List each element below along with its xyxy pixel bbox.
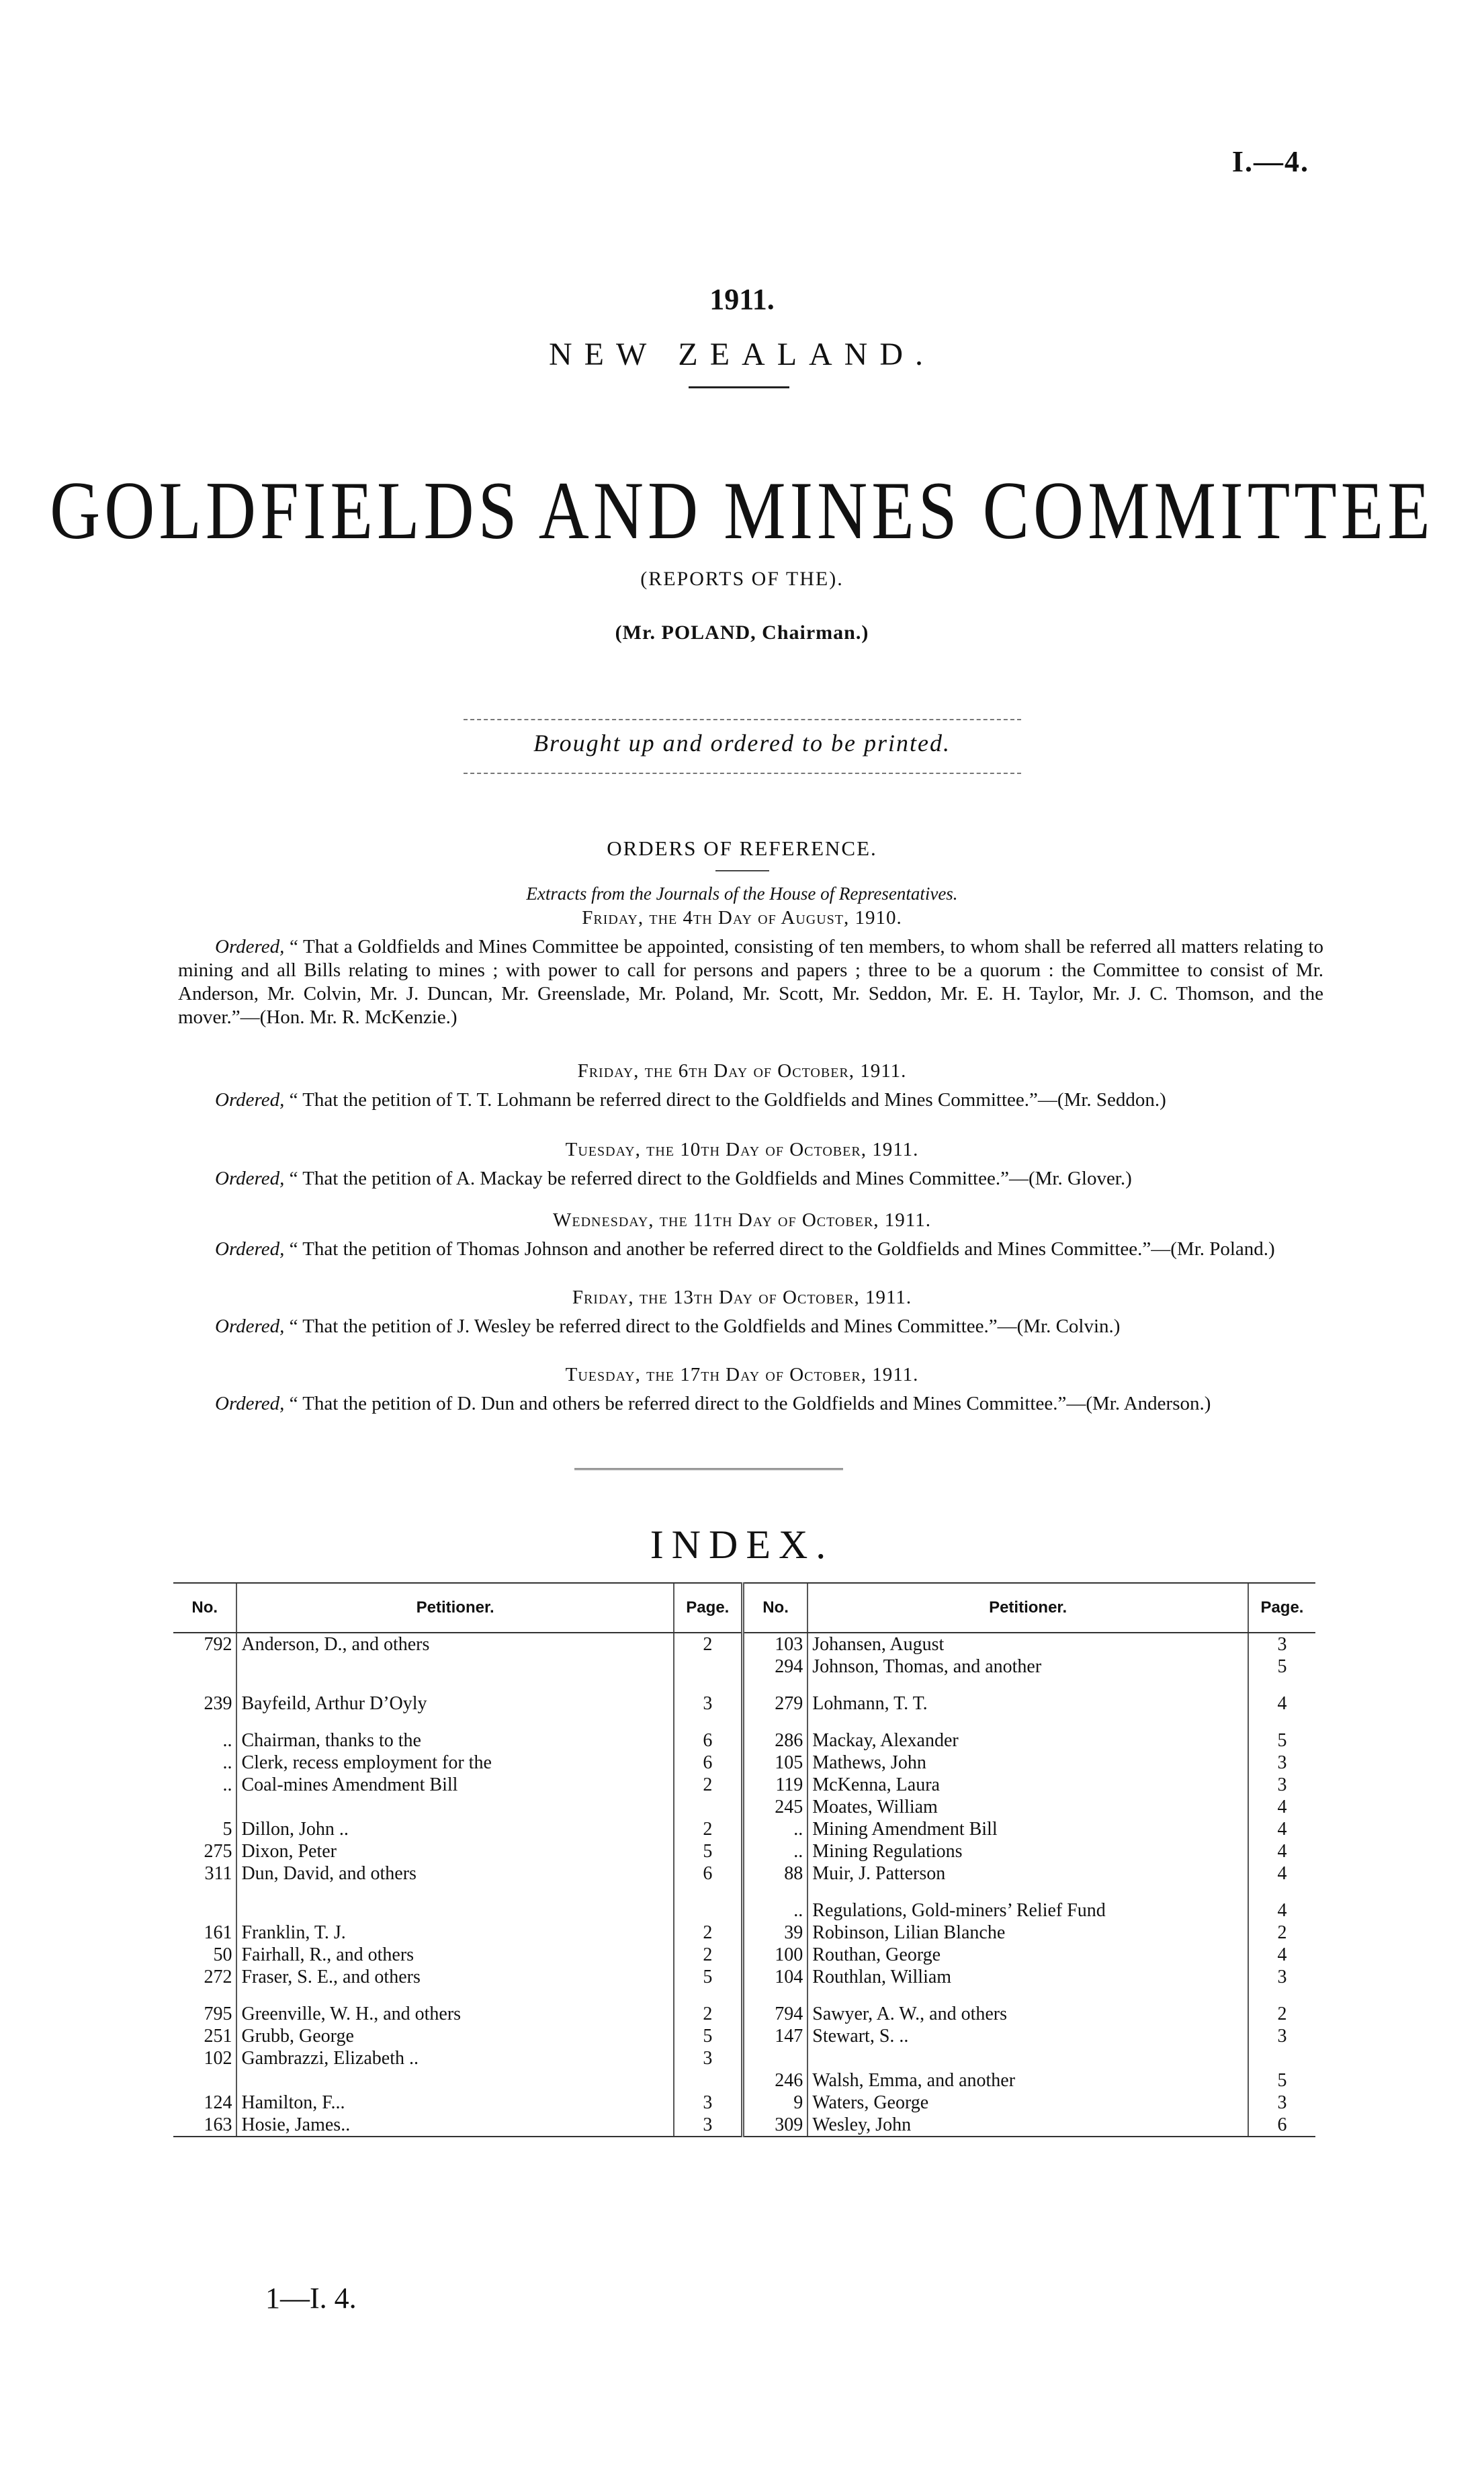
- page-number: 5: [674, 2025, 743, 2047]
- ordered-label: Ordered,: [215, 1316, 285, 1337]
- spacer-cell: [1248, 1678, 1315, 1692]
- spacer-cell: [808, 1715, 1248, 1729]
- petitioner-name: Franklin, T. J.: [236, 1922, 673, 1944]
- page-number: [674, 1899, 743, 1922]
- entry-number: ..: [222, 1730, 232, 1751]
- entry-number: ..: [742, 1818, 808, 1840]
- index-header-row: [173, 1583, 1315, 1633]
- petitioner-name: Routhan, George: [808, 1944, 1248, 1966]
- spacer-row: [173, 1988, 1315, 2003]
- petitioner-name: Routhlan, William: [808, 1966, 1248, 1988]
- entry-number: 9: [742, 2092, 808, 2114]
- petitioner-name: Grubb, George: [236, 2025, 673, 2047]
- order-text: [178, 935, 1323, 1029]
- spacer-cell: [236, 1715, 673, 1729]
- entry-number: 792: [204, 1634, 232, 1655]
- entry-number: 246: [742, 2069, 808, 2092]
- ordered-label: Ordered,: [215, 1238, 285, 1260]
- page-number: [1248, 2047, 1315, 2069]
- petitioner-name: Hosie, James..: [236, 2114, 673, 2137]
- page-number: 2: [1248, 2003, 1315, 2025]
- page-number: 5: [674, 1840, 743, 1862]
- divider: [574, 1468, 843, 1470]
- entry-number: 147: [742, 2025, 808, 2047]
- spacer-cell: [674, 1715, 743, 1729]
- page-number: 3: [674, 2047, 743, 2069]
- table-row: [173, 2025, 1315, 2047]
- divider: [689, 386, 789, 388]
- order-text: [178, 1238, 1323, 1261]
- table-row: [173, 1633, 1315, 1656]
- orders-heading: ORDERS OF REFERENCE.: [607, 836, 877, 860]
- page-number: 3: [1248, 1774, 1315, 1796]
- page-number: 3: [1248, 1752, 1315, 1774]
- divider: [464, 773, 1021, 774]
- spacer-row: [173, 1715, 1315, 1729]
- order-body: “ That the petition of J. Wesley be referred direct to the Goldfields and Mines Committee.”—(Mr. Colvin.): [289, 1316, 1121, 1337]
- col-header-no: No.: [173, 1583, 236, 1633]
- page-number: 4: [1248, 1944, 1315, 1966]
- spacer-cell: [742, 1885, 808, 1899]
- entry-number: [173, 1656, 236, 1678]
- spacer-cell: [674, 1988, 743, 2003]
- page-number: 6: [1248, 2114, 1315, 2137]
- page-number: 4: [1248, 1862, 1315, 1885]
- col-header-no: No.: [742, 1583, 808, 1633]
- petitioner-name: Gambrazzi, Elizabeth ..: [236, 2047, 673, 2069]
- ordered-label: Ordered,: [215, 936, 285, 957]
- order-date: Wednesday, the 11th Day of October, 1911.: [553, 1209, 931, 1231]
- petitioner-name: Regulations, Gold-miners’ Relief Fund: [808, 1899, 1248, 1922]
- petitioner-name: Moates, William: [808, 1796, 1248, 1818]
- petitioner-name: Robinson, Lilian Blanche: [808, 1922, 1248, 1944]
- spacer-cell: [808, 1885, 1248, 1899]
- table-row: [173, 1656, 1315, 1678]
- entry-number: 104: [742, 1966, 808, 1988]
- ordered-label: Ordered,: [215, 1089, 285, 1111]
- petitioner-name: Mining Regulations: [808, 1840, 1248, 1862]
- petitioner-name: [236, 1899, 673, 1922]
- entry-number: [173, 1899, 236, 1922]
- petitioner-name: Johansen, August: [808, 1633, 1248, 1656]
- petitioner-name: Hamilton, F...: [236, 2092, 673, 2114]
- petitioner-name: Waters, George: [808, 2092, 1248, 2114]
- entry-number: 100: [742, 1944, 808, 1966]
- petitioner-name: Fraser, S. E., and others: [236, 1966, 673, 1988]
- page-number: 3: [1248, 2025, 1315, 2047]
- entry-number: [173, 2069, 236, 2092]
- entry-number: 272: [204, 1967, 232, 1987]
- ordered-label: Ordered,: [215, 1393, 285, 1414]
- table-row: [173, 2114, 1315, 2137]
- order-body: “ That the petition of Thomas Johnson and another be referred direct to the Goldfields and Mines Committee.”—(Mr. Poland.): [289, 1238, 1275, 1260]
- entry-number: 245: [742, 1796, 808, 1818]
- table-row: [173, 1966, 1315, 1988]
- page-number: 3: [674, 2114, 743, 2137]
- page-number: 5: [674, 1966, 743, 1988]
- spacer-cell: [1248, 1885, 1315, 1899]
- entry-number: 5: [222, 1819, 232, 1840]
- order-body: “ That the petition of A. Mackay be referred direct to the Goldfields and Mines Committee.”—(Mr. Glover.): [289, 1168, 1132, 1189]
- page-number: 3: [674, 2092, 743, 2114]
- petitioner-name: Anderson, D., and others: [236, 1633, 673, 1656]
- page-number: 2: [674, 2003, 743, 2025]
- country-heading: NEW ZEALAND.: [548, 337, 936, 372]
- entry-number: 275: [204, 1841, 232, 1862]
- index-title: INDEX.: [650, 1522, 834, 1567]
- extracts-line: Extracts from the Journals of the House of Representatives.: [526, 884, 958, 904]
- entry-number: 124: [204, 2092, 232, 2113]
- entry-number: 161: [204, 1922, 232, 1943]
- entry-number: 103: [742, 1633, 808, 1656]
- entry-number: 286: [742, 1729, 808, 1752]
- table-row: [173, 1752, 1315, 1774]
- page-number: 2: [674, 1944, 743, 1966]
- page-number: 4: [1248, 1840, 1315, 1862]
- entry-number: 102: [204, 2048, 232, 2069]
- petitioner-name: Stewart, S. ..: [808, 2025, 1248, 2047]
- spacer-cell: [742, 1988, 808, 2003]
- petitioner-name: Chairman, thanks to the: [236, 1729, 673, 1752]
- page-number: 3: [674, 1692, 743, 1715]
- brought-up-line: Brought up and ordered to be printed.: [533, 730, 951, 757]
- spacer-cell: [236, 1678, 673, 1692]
- page-number: 6: [674, 1729, 743, 1752]
- petitioner-name: [236, 1796, 673, 1818]
- col-header-petitioner: Petitioner.: [236, 1583, 673, 1633]
- entry-number: 88: [742, 1862, 808, 1885]
- index-body: [173, 1633, 1315, 2137]
- page-number: 2: [674, 1818, 743, 1840]
- page-number: [674, 1656, 743, 1678]
- col-header-page: Page.: [1248, 1583, 1315, 1633]
- spacer-cell: [808, 1678, 1248, 1692]
- page-number: 6: [674, 1752, 743, 1774]
- petitioner-name: Muir, J. Patterson: [808, 1862, 1248, 1885]
- entry-number: 795: [204, 2004, 232, 2024]
- order-date: Friday, the 13th Day of October, 1911.: [572, 1287, 912, 1308]
- spacer-cell: [1248, 1715, 1315, 1729]
- entry-number: 105: [742, 1752, 808, 1774]
- petitioner-name: Greenville, W. H., and others: [236, 2003, 673, 2025]
- petitioner-name: Bayfeild, Arthur D’Oyly: [236, 1692, 673, 1715]
- spacer-cell: [674, 1885, 743, 1899]
- petitioner-name: Mackay, Alexander: [808, 1729, 1248, 1752]
- entry-number: ..: [742, 1899, 808, 1922]
- table-row: [173, 2069, 1315, 2092]
- divider: [464, 719, 1021, 720]
- footer-reference: 1—I. 4.: [265, 2282, 357, 2315]
- order-text: [178, 1315, 1323, 1338]
- page-number: 2: [674, 1774, 743, 1796]
- entry-number: 251: [204, 2026, 232, 2047]
- page-number: 2: [1248, 1922, 1315, 1944]
- entry-number: 39: [742, 1922, 808, 1944]
- entry-number: 309: [742, 2114, 808, 2137]
- table-row: [173, 1818, 1315, 1840]
- order-date: Tuesday, the 17th Day of October, 1911.: [565, 1364, 919, 1385]
- divider: [715, 870, 769, 871]
- ordered-label: Ordered,: [215, 1168, 285, 1189]
- page-number: 3: [1248, 1966, 1315, 1988]
- petitioner-name: Fairhall, R., and others: [236, 1944, 673, 1966]
- spacer-cell: [1248, 1988, 1315, 2003]
- spacer-cell: [742, 1715, 808, 1729]
- table-row: [173, 1774, 1315, 1796]
- order-body: “ That a Goldfields and Mines Committee be appointed, consisting of ten members, to whom shall be referred all matters relating to mining and all Bills relating to mines ; with power to call for persons and papers ; three to be a quorum : the Committee to consist of Mr. Anderson, Mr. Colvin, Mr. J. Duncan, Mr. Greenslade, Mr. Poland, Mr. Scott, Mr. Seddon, Mr. E. H. Taylor, Mr. J. C. Thomson, and the mover.”—(Hon. Mr. R. McKenzie.): [178, 936, 1324, 1028]
- spacer-cell: [808, 1988, 1248, 2003]
- entry-number: [742, 2047, 808, 2069]
- page-number: 5: [1248, 1729, 1315, 1752]
- petitioner-name: Clerk, recess employment for the: [236, 1752, 673, 1774]
- petitioner-name: Lohmann, T. T.: [808, 1692, 1248, 1715]
- table-row: [173, 1729, 1315, 1752]
- spacer-cell: [674, 1678, 743, 1692]
- order-body: “ That the petition of T. T. Lohmann be referred direct to the Goldfields and Mines Committee.”—(Mr. Seddon.): [289, 1089, 1166, 1111]
- petitioner-name: [808, 2047, 1248, 2069]
- spacer-row: [173, 1885, 1315, 1899]
- petitioner-name: Coal-mines Amendment Bill: [236, 1774, 673, 1796]
- table-row: [173, 2047, 1315, 2069]
- page-number: 4: [1248, 1796, 1315, 1818]
- entry-number: 279: [742, 1692, 808, 1715]
- order-date: Tuesday, the 10th Day of October, 1911.: [565, 1139, 919, 1160]
- petitioner-name: Dixon, Peter: [236, 1840, 673, 1862]
- petitioner-name: Mathews, John: [808, 1752, 1248, 1774]
- table-row: [173, 2003, 1315, 2025]
- petitioner-name: Mining Amendment Bill: [808, 1818, 1248, 1840]
- page-number: 5: [1248, 2069, 1315, 2092]
- page-number: 2: [674, 1922, 743, 1944]
- petitioner-name: Dun, David, and others: [236, 1862, 673, 1885]
- col-header-page: Page.: [674, 1583, 743, 1633]
- page-number: 4: [1248, 1692, 1315, 1715]
- entry-number: ..: [742, 1840, 808, 1862]
- page-number: 2: [674, 1633, 743, 1656]
- page-number: 4: [1248, 1818, 1315, 1840]
- spacer-row: [173, 1678, 1315, 1692]
- entry-number: ..: [222, 1752, 232, 1773]
- order-date: Friday, the 6th Day of October, 1911.: [577, 1060, 907, 1082]
- index-table: [173, 1582, 1315, 2137]
- page-number: 5: [1248, 1656, 1315, 1678]
- table-row: [173, 1899, 1315, 1922]
- spacer-cell: [236, 1988, 673, 2003]
- petitioner-name: [236, 1656, 673, 1678]
- entry-number: 311: [204, 1863, 232, 1884]
- entry-number: 294: [742, 1656, 808, 1678]
- page-reference: I.—4.: [1231, 145, 1309, 178]
- entry-number: 119: [742, 1774, 808, 1796]
- spacer-cell: [742, 1678, 808, 1692]
- order-text: [178, 1167, 1323, 1191]
- document-year: 1911.: [709, 283, 775, 316]
- page-number: [674, 1796, 743, 1818]
- table-row: [173, 1692, 1315, 1715]
- petitioner-name: McKenna, Laura: [808, 1774, 1248, 1796]
- petitioner-name: [236, 2069, 673, 2092]
- spacer-cell: [173, 1885, 236, 1899]
- entry-number: 163: [173, 2114, 236, 2137]
- order-text: [178, 1392, 1323, 1416]
- spacer-cell: [173, 1678, 236, 1692]
- page-number: 3: [1248, 2092, 1315, 2114]
- page-number: [674, 2069, 743, 2092]
- table-row: [173, 1922, 1315, 1944]
- order-text: [178, 1088, 1323, 1112]
- page-number: 4: [1248, 1899, 1315, 1922]
- entry-number: ..: [222, 1774, 232, 1795]
- table-row: [173, 1944, 1315, 1966]
- petitioner-name: Johnson, Thomas, and another: [808, 1656, 1248, 1678]
- order-body: “ That the petition of D. Dun and others be referred direct to the Goldfields and Mines Committee.”—(Mr. Anderson.): [289, 1393, 1211, 1414]
- spacer-cell: [236, 1885, 673, 1899]
- spacer-cell: [173, 1988, 236, 2003]
- entry-number: [173, 1796, 236, 1818]
- chairman-line: (Mr. POLAND, Chairman.): [615, 621, 869, 644]
- page-number: 3: [1248, 1633, 1315, 1656]
- col-header-petitioner: Petitioner.: [808, 1583, 1248, 1633]
- table-row: [173, 1796, 1315, 1818]
- page-number: 6: [674, 1862, 743, 1885]
- entry-number: 50: [213, 1944, 232, 1965]
- order-date: Friday, the 4th Day of August, 1910.: [582, 907, 902, 929]
- entry-number: 239: [204, 1693, 232, 1714]
- entry-number: 794: [742, 2003, 808, 2025]
- spacer-cell: [173, 1715, 236, 1729]
- table-row: [173, 2092, 1315, 2114]
- petitioner-name: Sawyer, A. W., and others: [808, 2003, 1248, 2025]
- page-title: GOLDFIELDS AND MINES COMMITTEE: [50, 465, 1434, 557]
- table-row: [173, 1840, 1315, 1862]
- petitioner-name: Wesley, John: [808, 2114, 1248, 2137]
- petitioner-name: Dillon, John ..: [236, 1818, 673, 1840]
- petitioner-name: Walsh, Emma, and another: [808, 2069, 1248, 2092]
- table-row: [173, 1862, 1315, 1885]
- page-subtitle: (REPORTS OF THE).: [640, 568, 844, 590]
